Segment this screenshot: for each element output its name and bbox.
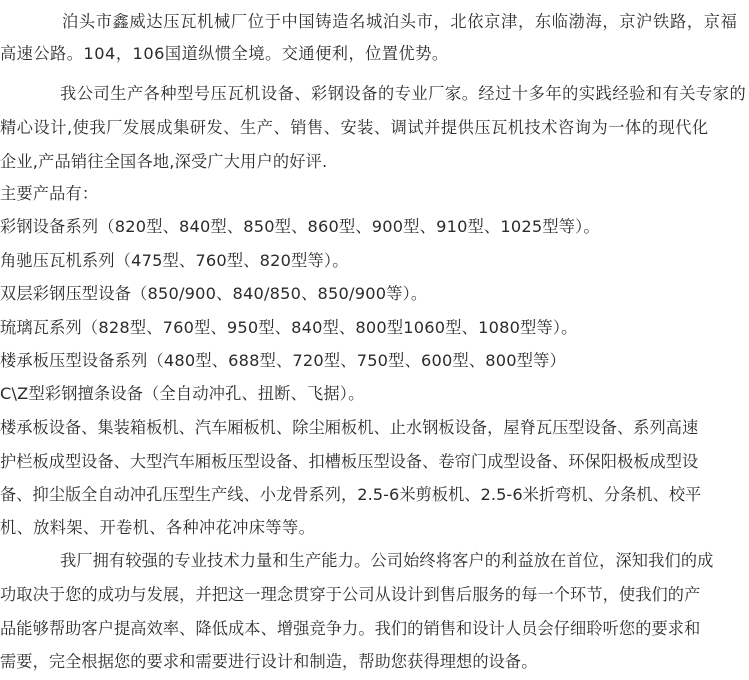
company-line-3: 企业,产品销往全国各地,深受广大用户的好评.: [0, 152, 328, 171]
strength-line-1: 我厂拥有较强的专业技术力量和生产能力。公司始终将客户的利益放在首位，深知我们的成: [60, 551, 714, 570]
company-line-1: 我公司生产各种型号压瓦机设备、彩钢设备的专业厂家。经过十多年的实践经验和有关专家的: [60, 84, 747, 103]
more-products-line-4: 机、放料架、开卷机、各种冲花冲床等等。: [0, 518, 316, 537]
product-item: 彩钢设备系列（820型、840型、850型、860型、900型、910型、1025型等）。: [0, 217, 600, 236]
product-item: 楼承板压型设备系列（480型、688型、720型、750型、600型、800型等）: [0, 351, 566, 370]
products-heading: 主要产品有：: [0, 184, 99, 203]
intro-line-2: 高速公路。104，106国道纵惯全境。交通便利，位置优势。: [0, 44, 449, 63]
more-products-line-2: 护栏板成型设备、大型汽车厢板压型设备、扣槽板压型设备、卷帘门成型设备、环保阳极板成型设: [0, 452, 699, 471]
strength-line-2: 功取决于您的成功与发展，并把这一理念贯穿于公司从设计到售后服务的每一个环节，使我们的产: [0, 585, 701, 604]
strength-line-4: 需要，完全根据您的要求和需要进行设计和制造，帮助您获得理想的设备。: [0, 652, 538, 671]
product-item: 琉璃瓦系列（828型、760型、950型、840型、800型1060型、1080型等）。: [0, 318, 578, 337]
strength-line-3: 品能够帮助客户提高效率、降低成本、增强竞争力。我们的销售和设计人员会仔细聆听您的要求和: [0, 619, 701, 638]
product-item: 双层彩钢压型设备（850/900、840/850、850/900等）。: [0, 284, 428, 303]
product-item: 角驰压瓦机系列（475型、760型、820型等）。: [0, 251, 349, 270]
more-products-line-1: 楼承板设备、集装箱板机、汽车厢板机、除尘厢板机、止水钢板设备，屋脊瓦压型设备、系列高速: [0, 418, 699, 437]
more-products-line-3: 备、抑尘版全自动冲孔压型生产线、小龙骨系列，2.5-6米剪板机、2.5-6米折弯机、分条机、校平: [0, 485, 702, 504]
product-item: C\Z型彩钢擅条设备（全自动冲孔、扭断、飞据）。: [0, 384, 365, 403]
company-line-2: 精心设计,使我厂发展成集研发、生产、销售、安装、调试并提供压瓦机技术咨询为一体的现代化: [0, 118, 709, 137]
intro-line-1: 泊头市鑫威达压瓦机械厂位于中国铸造名城泊头市，北依京津，东临渤海，京沪铁路，京福: [62, 12, 738, 31]
